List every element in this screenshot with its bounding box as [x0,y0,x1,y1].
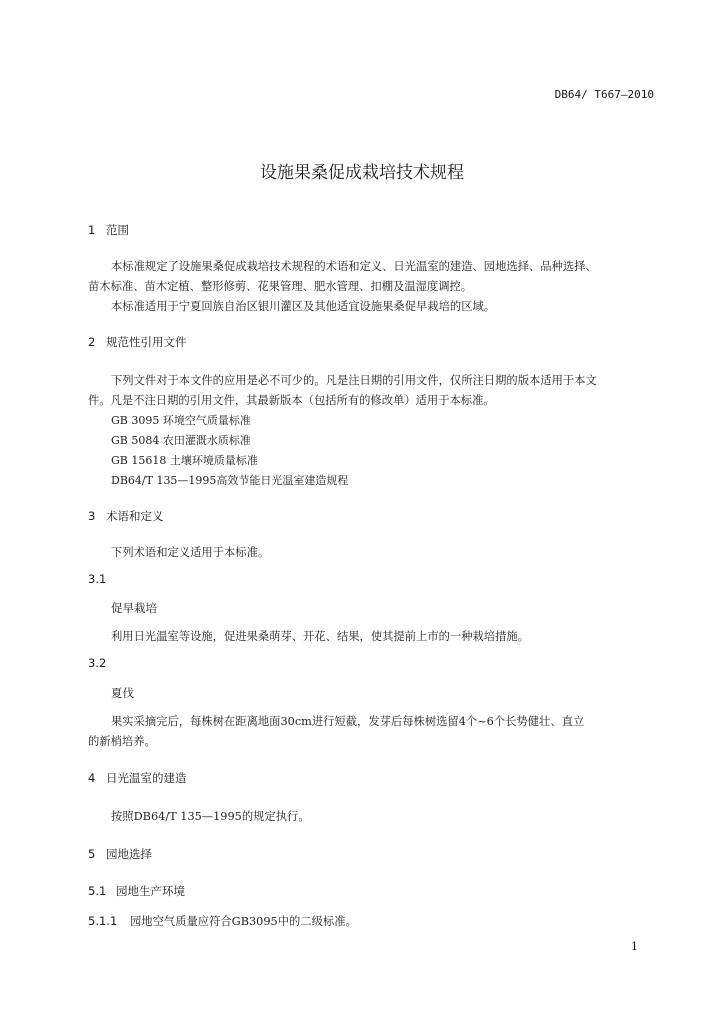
term-3-2-definition-line: 的新梢培养。 [88,735,156,748]
subsection-5-1-heading [88,883,185,899]
section-4-heading [88,770,187,786]
term-3-2-number: 3.2 [88,656,107,670]
section-title: 规范性引用文件 [106,335,187,349]
references-paragraph-line: 件。凡是不注日期的引用文件，其最新版本（包括所有的修改单）适用于本标准。 [88,394,495,407]
section-2-heading [88,334,187,350]
clause-text: 园地空气质量应符合GB3095中的二级标准。 [130,915,357,928]
reference-item: DB64/T 135—1995高效节能日光温室建造规程 [111,474,349,487]
section-3-heading [88,508,164,524]
scope-applicability: 本标准适用于宁夏回族自治区银川灌区及其他适宜设施果桑促早栽培的区域。 [111,300,496,313]
standard-code: DB64/ T667—2010 [554,88,654,101]
term-3-1-name: 促早栽培 [111,601,157,615]
page-number: 1 [631,940,638,953]
reference-item: GB 5084 农田灌溉水质标准 [111,434,251,447]
section-number: 5 [88,847,96,861]
section-number: 1 [88,223,96,237]
references-paragraph-line: 下列文件对于本文件的应用是必不可少的。凡是注日期的引用文件，仅所注日期的版本适用于本文 [111,374,597,387]
term-3-2-definition-line: 果实采摘完后，每株树在距离地面30cm进行短截，发芽后每株树选留4个~6个长势健壮、直立 [111,715,585,728]
section-number: 2 [88,335,96,349]
scope-paragraph-line: 本标准规定了设施果桑促成栽培技术规程的术语和定义、日光温室的建造、园地选择、品种选择、 [111,260,597,273]
section-5-heading [88,846,152,862]
greenhouse-paragraph: 按照DB64/T 135—1995的规定执行。 [111,810,310,823]
term-3-1-definition: 利用日光温室等设施，促进果桑萌芽、开花、结果，使其提前上市的一种栽培措施。 [111,630,529,643]
term-3-1-number: 3.1 [88,572,107,586]
section-title: 范围 [106,223,129,237]
section-title: 园地选择 [106,847,152,861]
section-1-heading [88,222,129,238]
scope-paragraph-line: 苗木标准、苗木定植、整形修剪、花果管理、肥水管理、扣棚及温湿度调控。 [88,280,473,293]
clause-5-1-1 [88,913,357,929]
term-3-2-name: 夏伐 [111,686,134,700]
subsection-number: 5.1 [88,884,107,898]
reference-item: GB 15618 土壤环境质量标准 [111,454,258,467]
subsection-title: 园地生产环境 [116,884,185,898]
section-number: 4 [88,771,96,785]
reference-item: GB 3095 环境空气质量标准 [111,414,251,427]
section-title: 术语和定义 [106,509,164,523]
terms-intro: 下列术语和定义适用于本标准。 [111,546,270,559]
clause-number: 5.1.1 [88,914,118,928]
section-title: 日光温室的建造 [106,771,187,785]
document-title: 设施果桑促成栽培技术规程 [260,163,464,183]
section-number: 3 [88,509,96,523]
